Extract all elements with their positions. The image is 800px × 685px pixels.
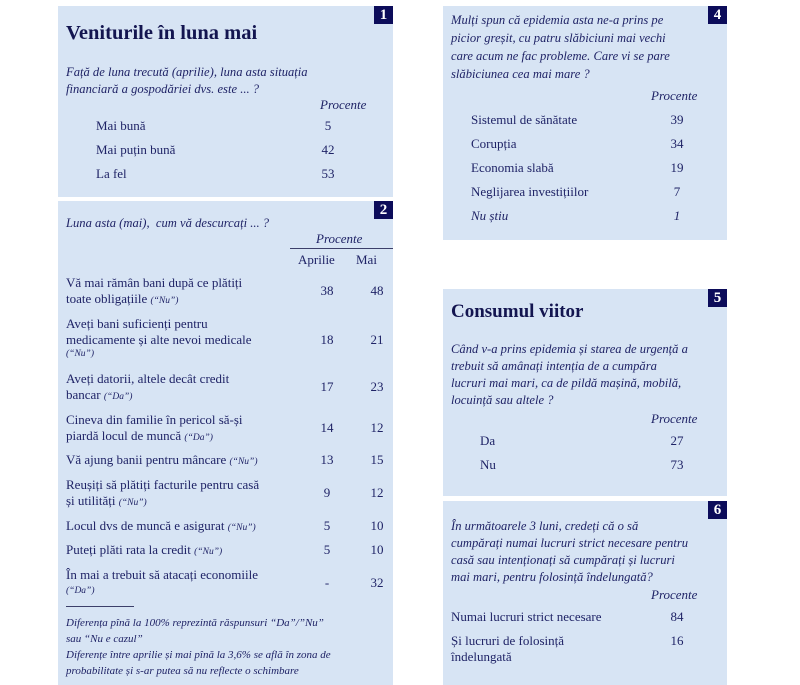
question-line: trebuit să amânați intenția de a cumpăra [451, 359, 657, 373]
row-label-line: În mai a trebuit să atacați economiile [66, 567, 259, 582]
answer-hint: (“Nu”) [150, 296, 179, 306]
panel-title: Veniturile în luna mai [66, 22, 258, 44]
row-label [66, 518, 256, 536]
table-row [66, 567, 386, 599]
value-aprilie: 5 [323, 518, 331, 533]
value-aprilie: 14 [320, 420, 334, 435]
row-label [66, 316, 252, 360]
row-label [451, 633, 564, 665]
value-aprilie: 13 [320, 452, 334, 467]
value-mai: 32 [370, 575, 384, 590]
panel-number-badge: 1 [374, 6, 393, 24]
table-row [66, 275, 386, 307]
row-label-line: Vă ajung banii pentru mâncare [66, 452, 227, 467]
table-row [66, 412, 386, 444]
answer-hint: (“Nu”) [118, 498, 147, 508]
row-label-line: îndelungată [451, 649, 512, 664]
row-value: 16 [670, 633, 684, 648]
question-text [66, 64, 386, 98]
value-mai: 21 [370, 332, 384, 347]
row-value: 53 [321, 166, 335, 181]
question-line: Când v-a prins epidemia și starea de urgență a [451, 342, 688, 356]
row-label [66, 371, 229, 405]
value-aprilie: 9 [323, 485, 331, 500]
row-value: 27 [670, 433, 684, 448]
value-mai: 15 [370, 452, 384, 467]
question-line: care acum ne fac probleme. Care vi se pare [451, 49, 670, 63]
row-label: Numai lucruri strict necesare [451, 609, 602, 624]
question-line: cumpărați numai lucruri strict necesare pentru [451, 536, 689, 550]
row-value: 34 [670, 136, 684, 151]
row-label-line: Reușiți să plătiți facturile pentru casă [66, 477, 260, 492]
value-aprilie: 5 [323, 542, 331, 557]
row-label: Nu [480, 457, 496, 472]
answer-hint: (“Nu”) [66, 349, 94, 359]
panel-number-badge: 4 [708, 6, 727, 24]
footnote-line: Diferențe între aprilie și mai pînă la 3,6% se află în zona de [66, 649, 331, 661]
footnote-line: sau “Nu e cazul” [66, 633, 143, 645]
value-mai: 12 [370, 420, 384, 435]
panel-number-badge: 5 [708, 289, 727, 307]
question-text [451, 11, 721, 83]
question-line: picior greșit, cu patru slăbiciuni mai vechi [451, 31, 666, 45]
value-mai: 12 [370, 485, 384, 500]
value-mai: 48 [370, 283, 384, 298]
row-label-line: Puteți plăti rata la credit [66, 542, 191, 557]
row-value: 5 [324, 118, 332, 133]
column-group-header-procente: Procente [316, 231, 363, 246]
value-mai: 23 [370, 379, 384, 394]
row-value: 19 [670, 160, 684, 175]
question-line: casă sau intenționați să cumpărați și lucruri [451, 553, 675, 567]
row-label-line: medicamente și alte nevoi medicale [66, 332, 252, 347]
panel-venituri [58, 6, 393, 197]
table-row [66, 452, 386, 470]
row-label-line: toate obligațiile [66, 291, 148, 306]
question-line: lucruri mai mari, ca de pildă mașină, mobilă, [451, 376, 682, 390]
answer-hint: (“Da”) [103, 392, 133, 402]
row-label [66, 275, 242, 309]
table-row [66, 542, 386, 560]
question-line: Față de luna trecută (aprilie), luna asta situația [66, 65, 308, 79]
column-header-aprilie: Aprilie [298, 252, 335, 267]
row-label: Sistemul de sănătate [471, 112, 578, 127]
value-aprilie: 38 [320, 283, 334, 298]
row-label: Mai puțin bună [96, 142, 176, 157]
row-label: La fel [96, 166, 127, 181]
footnote-divider [66, 606, 134, 607]
answer-hint: (“Nu”) [227, 523, 256, 533]
row-label-line: Locul dvs de muncă e asigurat [66, 518, 225, 533]
row-label [66, 477, 259, 511]
row-label-line: Cineva din familie în pericol să-și [66, 412, 243, 427]
table-row [66, 316, 386, 362]
value-aprilie: 18 [320, 332, 334, 347]
table-row [66, 371, 386, 403]
value-aprilie: 17 [320, 379, 334, 394]
column-header-procente: Procente [651, 88, 698, 103]
answer-hint: (“Da”) [184, 433, 213, 443]
value-mai: 10 [370, 518, 384, 533]
header-divider [290, 248, 393, 249]
row-value: 7 [673, 184, 681, 199]
column-header-procente: Procente [651, 587, 698, 602]
question-line: slăbiciunea cea mai mare ? [451, 67, 590, 81]
footnote [66, 615, 391, 679]
panel-descurcare [58, 201, 393, 685]
panel-slabiciuni [443, 6, 727, 240]
row-value: 39 [670, 112, 684, 127]
panel-number-badge: 6 [708, 501, 727, 519]
column-header-procente: Procente [320, 97, 367, 112]
column-header-procente: Procente [651, 411, 698, 426]
row-label [66, 452, 258, 470]
question-text [451, 518, 729, 586]
panel-number-badge: 2 [374, 201, 393, 219]
row-label-line: Și lucruri de folosință [451, 633, 565, 648]
row-label: Mai bună [96, 118, 146, 133]
question-text [451, 341, 729, 409]
row-label-line: bancar [66, 387, 101, 402]
row-label: Corupția [471, 136, 517, 151]
footnote-line: Diferența pînă la 100% reprezintă răspunsuri “Da”/”Nu” [66, 617, 324, 629]
row-label: Nu știu [471, 208, 509, 223]
table-row [66, 518, 386, 536]
value-aprilie: - [324, 575, 330, 590]
table-row [451, 633, 711, 667]
row-label: Da [480, 433, 496, 448]
question-line: În următoarele 3 luni, credeți că o să [451, 519, 639, 533]
row-value: 84 [670, 609, 684, 624]
row-value: 1 [673, 208, 681, 223]
value-mai: 10 [370, 542, 384, 557]
row-label-line: Vă mai rămân bani după ce plătiți [66, 275, 243, 290]
row-label-line: și utilități [66, 493, 116, 508]
question-line: financiară a gospodăriei dvs. este ... ? [66, 82, 260, 96]
panel-cumparaturi [443, 501, 727, 685]
answer-hint: (“Da”) [66, 586, 95, 596]
row-label-line: Aveți bani suficienți pentru [66, 316, 208, 331]
answer-hint: (“Nu”) [229, 457, 258, 467]
footnote-line: probabilitate și s-ar putea să nu reflecte o schimbare [66, 665, 299, 677]
question-line: locuință sau altele ? [451, 393, 554, 407]
row-label [66, 542, 222, 560]
panel-title: Consumul viitor [451, 301, 584, 322]
row-label-line: Aveți datorii, altele decât credit [66, 371, 230, 386]
row-value: 73 [670, 457, 684, 472]
row-label: Economia slabă [471, 160, 554, 175]
row-value: 42 [321, 142, 335, 157]
column-header-mai: Mai [356, 252, 377, 267]
question-line: Mulți spun că epidemia asta ne-a prins pe [451, 13, 664, 27]
table-row [66, 477, 386, 509]
row-label [66, 412, 243, 446]
row-label: Neglijarea investițiilor [471, 184, 589, 199]
panel-consum-viitor [443, 289, 727, 496]
row-label [66, 567, 258, 599]
question-line: mai mari, pentru folosință îndelungată? [451, 570, 653, 584]
answer-hint: (“Nu”) [194, 547, 223, 557]
question-text: Luna asta (mai), cum vă descurcați ... ? [66, 216, 270, 230]
row-label-line: piardă locul de muncă [66, 428, 182, 443]
